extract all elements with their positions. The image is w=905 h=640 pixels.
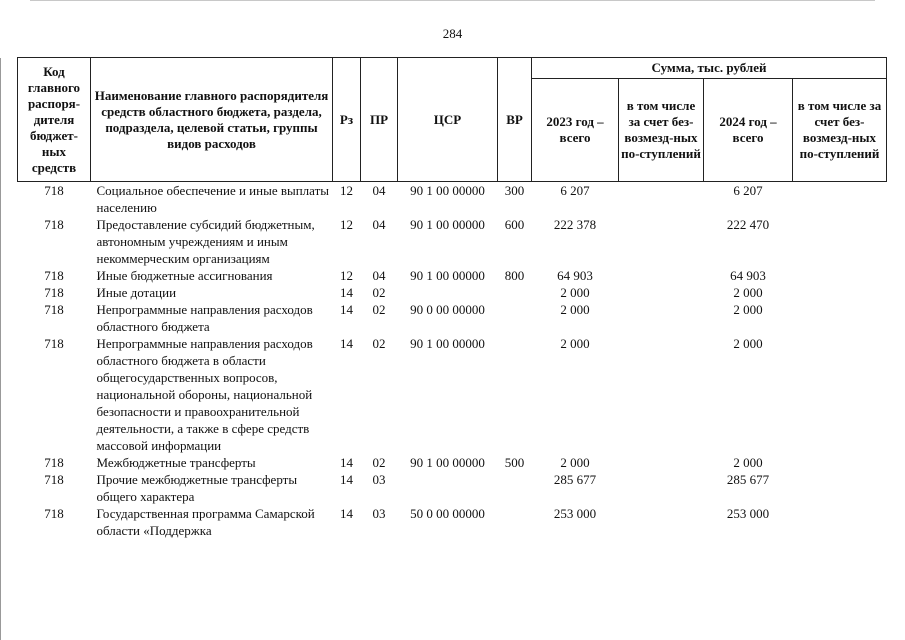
row-2024-total: 222 470 [726,217,770,232]
header-pr: ПР [361,58,398,182]
row-2024-total: 2 000 [733,302,763,317]
row-csr: 90 0 00 00000 [410,302,485,317]
header-2023-total: 2023 год – всего [532,79,619,182]
row-vr [498,301,532,335]
row-code: 718 [44,506,64,521]
row-2023-free [619,454,704,471]
header-code: Код главного распоря-дителя бюджет-ных средств [18,58,91,182]
row-2023-free [619,505,704,539]
row-2023-free [619,301,704,335]
header-rz: Рз [333,58,361,182]
row-csr: 90 1 00 00000 [410,268,485,283]
row-vr [498,284,532,301]
table-row [18,335,887,454]
row-code: 718 [44,472,64,487]
row-rz: 12 [340,217,353,232]
row-pr: 02 [372,285,386,300]
row-csr: 50 0 00 00000 [410,506,485,521]
row-2023-total: 2 000 [560,455,590,470]
row-pr: 04 [372,183,386,198]
header-2023-free: в том числе за счет без-возмезд-ных по-ступлений [619,79,704,182]
row-2023-free [619,335,704,454]
row-2023-total: 222 378 [553,217,597,232]
row-2023-free [619,284,704,301]
row-csr: 90 1 00 00000 [410,336,485,351]
row-2023-free [619,471,704,505]
row-pr: 02 [372,336,386,351]
row-2024-free [793,267,887,284]
page-number: 284 [442,26,463,41]
row-2023-total: 253 000 [553,506,597,521]
row-csr [398,284,498,301]
row-name: Государственная программа Самарской области «Поддержка [96,506,315,538]
row-vr: 600 [504,217,525,232]
table-row [18,454,887,471]
row-2024-free [793,471,887,505]
header-2024-total: 2024 год – всего [704,79,793,182]
row-2023-free [619,182,704,217]
row-rz: 12 [340,183,353,198]
table-body [18,182,887,540]
row-code: 718 [44,183,64,198]
header-vr: ВР [498,58,532,182]
row-2023-total: 6 207 [560,183,590,198]
row-pr: 03 [372,472,386,487]
row-2024-total: 2 000 [733,455,763,470]
row-2024-total: 253 000 [726,506,770,521]
row-2024-free [793,216,887,267]
row-pr: 04 [372,217,386,232]
header-sum: Сумма, тыс. рублей [532,58,887,79]
row-pr: 02 [372,455,386,470]
row-rz: 14 [340,336,353,351]
table-row [18,267,887,284]
budget-table [17,57,887,539]
row-vr [498,505,532,539]
row-pr: 04 [372,268,386,283]
table-row [18,182,887,217]
row-csr: 90 1 00 00000 [410,217,485,232]
row-name: Иные дотации [96,285,177,300]
row-2023-total: 2 000 [560,336,590,351]
row-2024-total: 6 207 [733,183,763,198]
row-rz: 14 [340,506,353,521]
row-2024-free [793,301,887,335]
row-2024-free [793,182,887,217]
table-row [18,505,887,539]
row-2024-free [793,335,887,454]
row-csr: 90 1 00 00000 [410,455,485,470]
row-code: 718 [44,285,64,300]
top-edge-line [30,0,875,4]
row-pr: 03 [372,506,386,521]
header-name: Наименование главного распорядителя средств областного бюджета, раздела, подраздела, целевой статьи, группы видов расходов [91,58,333,182]
row-vr: 500 [504,455,525,470]
row-2024-free [793,284,887,301]
row-code: 718 [44,455,64,470]
row-rz: 14 [340,302,353,317]
row-vr [498,471,532,505]
row-pr: 02 [372,302,386,317]
row-rz: 14 [340,472,353,487]
row-code: 718 [44,217,64,232]
row-2024-total: 285 677 [726,472,770,487]
row-csr: 90 1 00 00000 [410,183,485,198]
row-code: 718 [44,336,64,351]
row-rz: 12 [340,268,353,283]
row-2024-total: 2 000 [733,336,763,351]
row-name: Непрограммные направления расходов областного бюджета в области общегосударственных вопросов, национальной обороны, национальной безопасности и правоохранительной деятельности, а также в сфере средств массовой информации [96,336,313,453]
table-header [18,58,887,182]
header-csr: ЦСР [398,58,498,182]
row-name: Предоставление субсидий бюджетным, автономным учреждениям и иным некоммерческим организациям [96,217,315,266]
row-2024-total: 2 000 [733,285,763,300]
row-vr [498,335,532,454]
row-2023-free [619,216,704,267]
left-margin-rule [0,58,1,640]
row-2023-total: 2 000 [560,302,590,317]
row-2023-total: 285 677 [553,472,597,487]
row-2024-free [793,454,887,471]
row-2023-total: 64 903 [557,268,593,283]
row-name: Межбюджетные трансферты [96,455,256,470]
row-name: Социальное обеспечение и иные выплаты населению [96,183,330,215]
table-row [18,216,887,267]
table-row [18,471,887,505]
row-rz: 14 [340,285,353,300]
row-name: Прочие межбюджетные трансферты общего характера [96,472,298,504]
row-vr: 300 [504,183,525,198]
row-vr: 800 [504,268,525,283]
row-code: 718 [44,268,64,283]
row-2023-total: 2 000 [560,285,590,300]
table-row [18,284,887,301]
row-name: Непрограммные направления расходов областного бюджета [96,302,313,334]
row-2024-total: 64 903 [730,268,766,283]
row-name: Иные бюджетные ассигнования [96,268,273,283]
header-2024-free: в том числе за счет без-возмезд-ных по-ступлений [793,79,887,182]
row-csr [398,471,498,505]
table-row [18,301,887,335]
row-2023-free [619,267,704,284]
row-2024-free [793,505,887,539]
row-code: 718 [44,302,64,317]
row-rz: 14 [340,455,353,470]
